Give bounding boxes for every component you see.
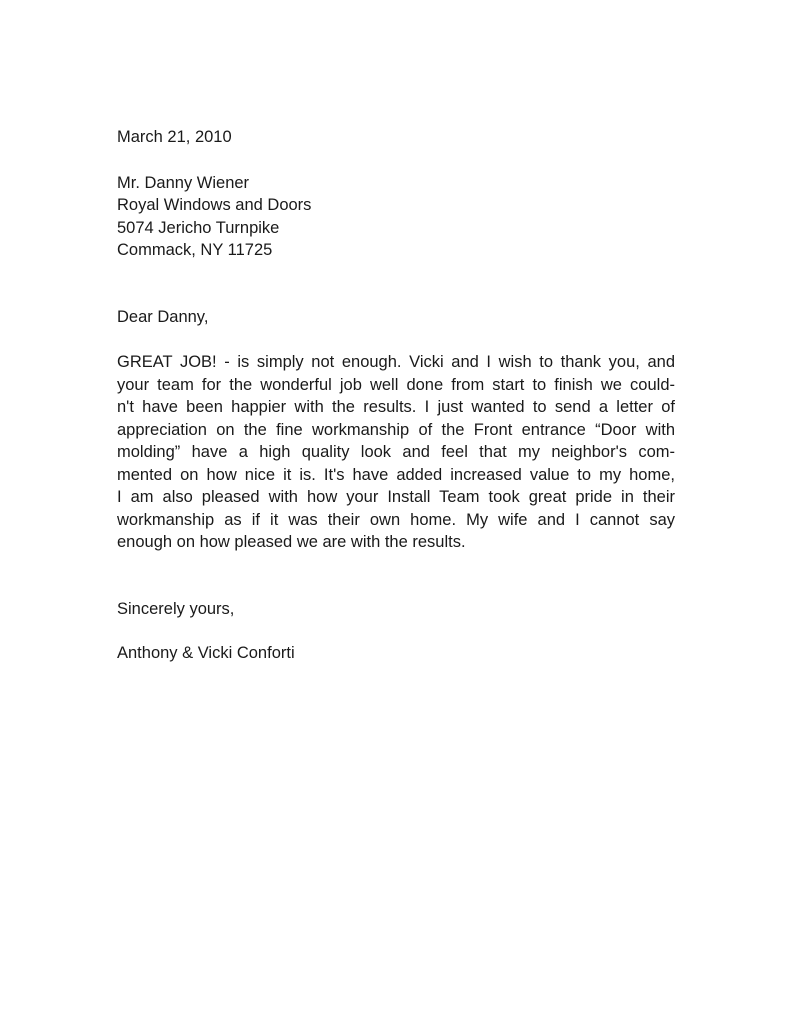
body-line: workmanship as if it was their own home. My wife and I cannot say bbox=[117, 510, 675, 529]
letter-content bbox=[117, 126, 675, 665]
body-line: mented on how nice it is. It's have added increased value to my home, bbox=[117, 465, 675, 484]
recipient-city-state-zip: Commack, NY 11725 bbox=[117, 241, 273, 259]
letter-body bbox=[117, 351, 675, 554]
recipient-name: Mr. Danny Wiener bbox=[117, 173, 250, 192]
body-line: molding” have a high quality look and feel that my neighbor's com- bbox=[117, 443, 675, 461]
body-line: GREAT JOB! - is simply not enough. Vicki and I wish to thank you, and bbox=[117, 353, 675, 371]
recipient-street: 5074 Jericho Turnpike bbox=[117, 218, 280, 237]
body-line: your team for the wonderful job well done from start to finish we could- bbox=[117, 375, 675, 394]
body-line: appreciation on the fine workmanship of the Front entrance “Door with bbox=[117, 420, 675, 439]
body-line: I am also pleased with how your Install Team took great pride in their bbox=[117, 488, 675, 506]
salutation: Dear Danny, bbox=[117, 307, 209, 326]
signature: Anthony & Vicki Conforti bbox=[117, 644, 295, 662]
recipient-company: Royal Windows and Doors bbox=[117, 196, 312, 214]
body-line: n't have been happier with the results. I just wanted to send a letter of bbox=[117, 398, 675, 416]
closing: Sincerely yours, bbox=[117, 599, 235, 618]
body-line: enough on how pleased we are with the results. bbox=[117, 533, 466, 551]
letter-date: March 21, 2010 bbox=[117, 128, 232, 146]
recipient-address bbox=[117, 172, 675, 262]
